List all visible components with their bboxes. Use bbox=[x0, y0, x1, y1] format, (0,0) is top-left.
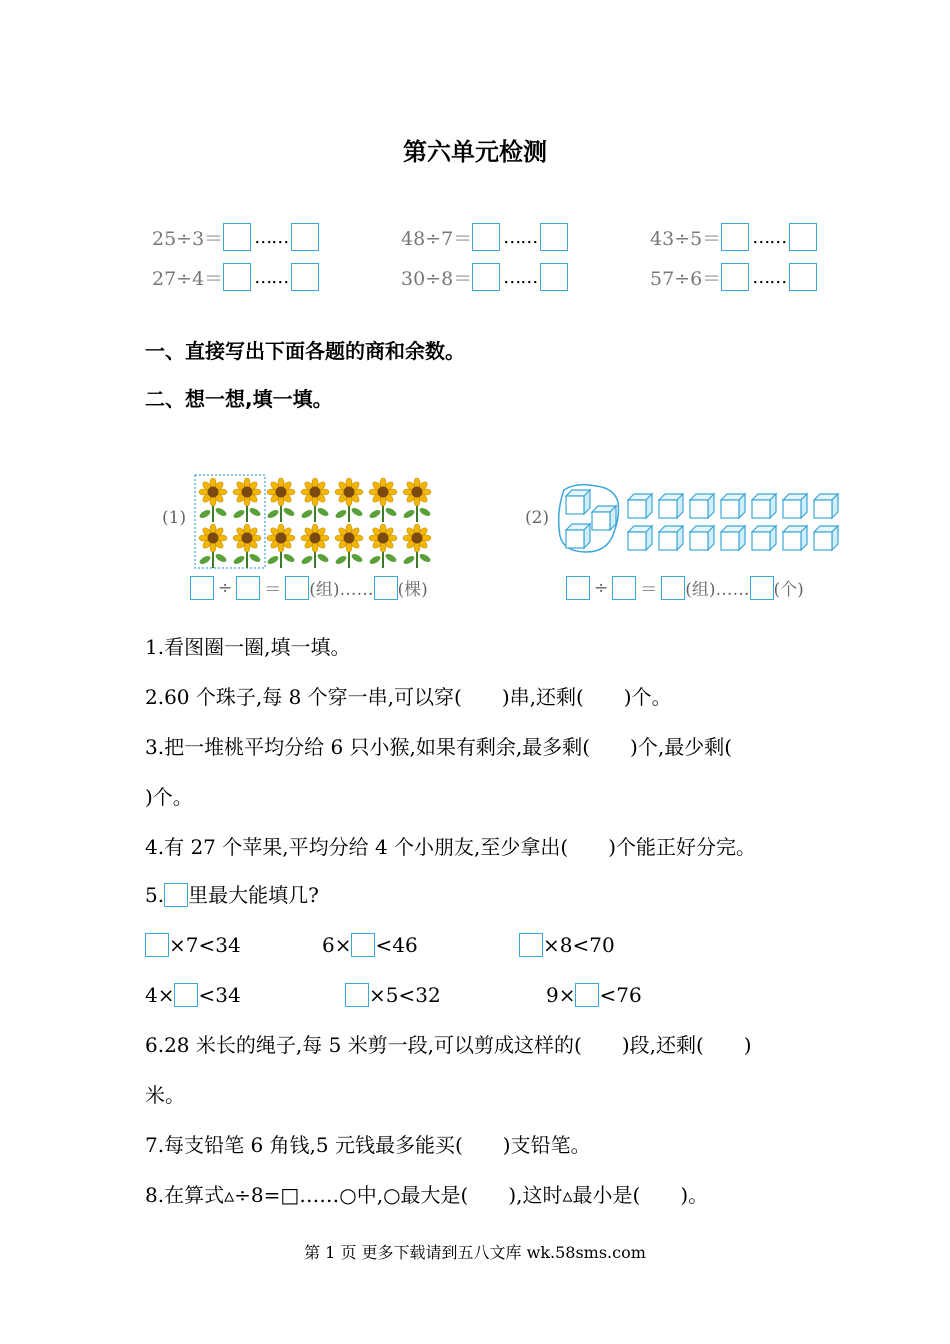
remainder-box[interactable] bbox=[291, 223, 319, 251]
dividend-box[interactable] bbox=[566, 576, 590, 600]
inequality-f: 9× <76 bbox=[546, 983, 642, 1007]
question-6-continued: 米。 bbox=[145, 1083, 185, 1107]
section-heading-2: 二、想一想,填一填。 bbox=[145, 387, 333, 411]
quotient-box[interactable] bbox=[223, 223, 251, 251]
inequality-a: ×7<34 bbox=[145, 930, 241, 960]
inequality-e: ×5<32 bbox=[345, 980, 441, 1010]
picture-label-2: (2) bbox=[525, 508, 550, 528]
quotient-box[interactable] bbox=[661, 576, 685, 600]
remainder-box[interactable] bbox=[750, 576, 774, 600]
sunflower-picture bbox=[192, 474, 437, 570]
division-item: 48÷7＝ …… bbox=[401, 222, 568, 252]
remainder-box[interactable] bbox=[291, 263, 319, 291]
quotient-box[interactable] bbox=[223, 263, 251, 291]
quotient-box[interactable] bbox=[472, 223, 500, 251]
inequality-d: 4× <34 bbox=[145, 983, 241, 1007]
question-7: 7.每支铅笔 6 角钱,5 元钱最多能买( )支铅笔。 bbox=[145, 1133, 591, 1157]
quotient-box[interactable] bbox=[285, 576, 309, 600]
division-item: 30÷8＝ …… bbox=[401, 262, 568, 292]
quotient-box[interactable] bbox=[721, 263, 749, 291]
question-2: 2.60 个珠子,每 8 个穿一串,可以穿( )串,还剩( )个。 bbox=[145, 685, 672, 709]
question-6: 6.28 米长的绳子,每 5 米剪一段,可以剪成这样的( )段,还剩( ) bbox=[145, 1033, 752, 1057]
inequality-b: 6× <46 bbox=[322, 933, 418, 957]
question-8: 8.在算式▵÷8=□……○中,○最大是( ),这时▵最小是( )。 bbox=[145, 1183, 709, 1207]
answer-box[interactable] bbox=[351, 933, 375, 957]
picture-formula-1: ÷ ＝ (组)…… (棵) bbox=[190, 575, 428, 600]
inequality-c: ×8<70 bbox=[519, 930, 615, 960]
page-footer: 第 1 页 更多下载请到五八文库 wk.58sms.com bbox=[304, 1243, 646, 1262]
remainder-box[interactable] bbox=[789, 223, 817, 251]
question-4: 4.有 27 个苹果,平均分给 4 个小朋友,至少拿出( )个能正好分完。 bbox=[145, 835, 757, 859]
cube-picture bbox=[556, 482, 846, 556]
remainder-box[interactable] bbox=[374, 576, 398, 600]
answer-box[interactable] bbox=[145, 933, 169, 957]
division-item: 43÷5＝ …… bbox=[650, 222, 817, 252]
section-heading-1: 一、直接写出下面各题的商和余数。 bbox=[145, 339, 465, 363]
answer-box[interactable] bbox=[575, 983, 599, 1007]
quotient-box[interactable] bbox=[721, 223, 749, 251]
picture-formula-2: ÷ ＝ (组)…… (个) bbox=[566, 575, 804, 600]
answer-box[interactable] bbox=[164, 883, 188, 907]
dividend-box[interactable] bbox=[190, 576, 214, 600]
remainder-box[interactable] bbox=[540, 223, 568, 251]
remainder-box[interactable] bbox=[540, 263, 568, 291]
answer-box[interactable] bbox=[519, 933, 543, 957]
remainder-box[interactable] bbox=[789, 263, 817, 291]
quotient-box[interactable] bbox=[472, 263, 500, 291]
question-1: 1.看图圈一圈,填一填。 bbox=[145, 635, 351, 659]
divisor-box[interactable] bbox=[236, 576, 260, 600]
picture-label-1: (1) bbox=[162, 508, 187, 528]
division-item: 27÷4＝ …… bbox=[152, 262, 319, 292]
question-3-continued: )个。 bbox=[145, 785, 193, 809]
question-3: 3.把一堆桃平均分给 6 只小猴,如果有剩余,最多剩( )个,最少剩( bbox=[145, 735, 733, 759]
page-title: 第六单元检测 bbox=[403, 137, 547, 166]
divisor-box[interactable] bbox=[612, 576, 636, 600]
answer-box[interactable] bbox=[174, 983, 198, 1007]
division-item: 25÷3＝ …… bbox=[152, 222, 319, 252]
division-item: 57÷6＝ …… bbox=[650, 262, 817, 292]
answer-box[interactable] bbox=[345, 983, 369, 1007]
question-5: 5. 里最大能填几? bbox=[145, 883, 319, 907]
